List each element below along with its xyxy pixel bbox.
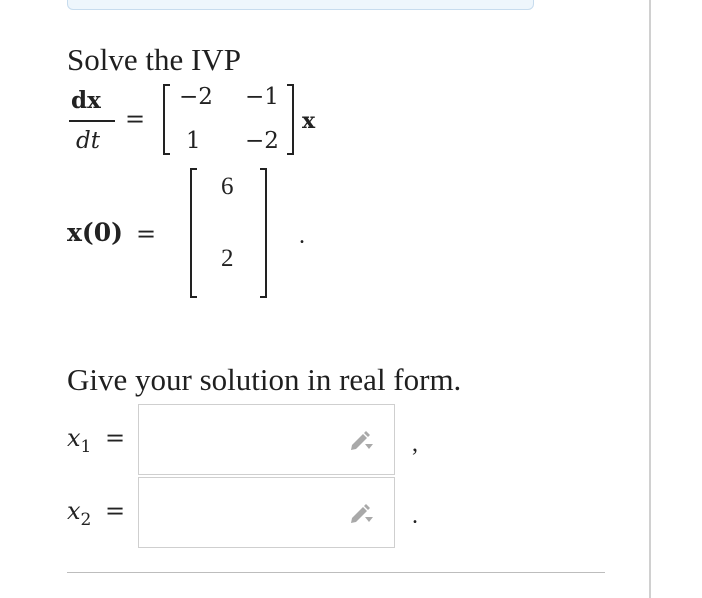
initial-period: .: [299, 223, 305, 249]
answer-input-x1[interactable]: [138, 404, 395, 475]
initial-equals: =: [136, 220, 157, 248]
matrix-left-bracket: [163, 84, 170, 155]
answer-label-x1: $x_1$: [67, 424, 92, 457]
matrix-cell-2-2: −2: [245, 128, 279, 154]
pencil-dropdown-icon[interactable]: [346, 429, 374, 451]
matrix-cell-1-1: −2: [179, 84, 213, 110]
vector-right-bracket: [260, 168, 267, 298]
answer-trail-2: .: [412, 503, 418, 529]
pencil-dropdown-icon[interactable]: [346, 502, 374, 524]
answer-trail-1: ,: [412, 431, 418, 457]
matrix-cell-1-2: −1: [245, 84, 279, 110]
ode-equals: =: [125, 105, 146, 133]
divider: [67, 572, 605, 573]
previous-panel: [67, 0, 534, 10]
answer-equals-1: =: [105, 424, 126, 452]
fraction-bar: [69, 120, 115, 122]
dt-denominator: dt: [76, 128, 100, 154]
initial-value-1: 6: [221, 173, 234, 200]
initial-lhs: x(0): [67, 218, 123, 247]
problem-intro: Solve the IVP: [67, 42, 241, 77]
matrix-right-bracket: [287, 84, 294, 155]
initial-value-2: 2: [221, 245, 234, 272]
dx-numerator: dx: [71, 87, 101, 114]
answer-input-x2[interactable]: [138, 477, 395, 548]
answer-equals-2: =: [105, 497, 126, 525]
instruction-text: Give your solution in real form.: [67, 362, 462, 397]
vector-x: x: [302, 108, 316, 134]
answer-label-x2: $x_2$: [67, 497, 92, 530]
vector-left-bracket: [190, 168, 197, 298]
matrix-cell-2-1: 1: [186, 128, 201, 154]
